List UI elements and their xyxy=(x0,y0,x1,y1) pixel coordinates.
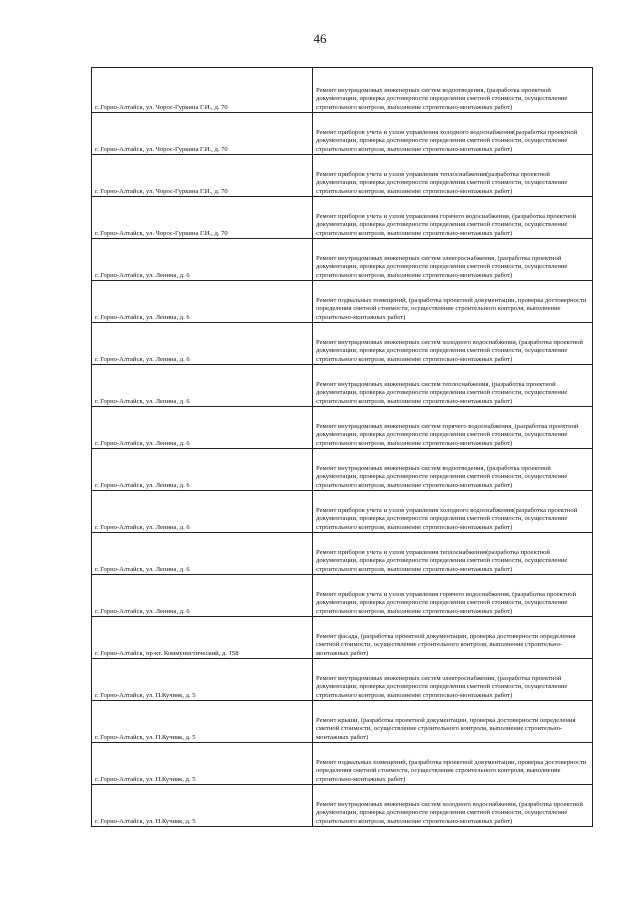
work-description-cell: Ремонт внутридомовых инженерных систем теплоснабжения, (разработка проектной документации, проверка достоверности определения сметной стоимости, осуществление строительного контроля, выполнение строительно-монтажных работ) xyxy=(313,365,593,407)
table-row xyxy=(92,617,593,659)
work-description-cell: Ремонт внутридомовых инженерных систем электроснабжения, (разработка проектной документации, проверка достоверности определения сметной стоимости, осуществление строительного контроля, выполнение строительно-монтажных работ) xyxy=(313,659,593,701)
table-row xyxy=(92,449,593,491)
table-row xyxy=(92,533,593,575)
work-description-cell: Ремонт внутридомовых инженерных систем электроснабжения, (разработка проектной документации, проверка достоверности определения сметной стоимости, осуществление строительного контроля, выполнение строительно-монтажных работ) xyxy=(313,239,593,281)
table-row xyxy=(92,155,593,197)
work-description-cell: Ремонт внутридомовых инженерных систем горячего водоснабжения, (разработка проектной документации, проверка достоверности определения сметной стоимости, осуществление строительного контроля, выполнение строительно-монтажных работ) xyxy=(313,407,593,449)
address-cell: г. Горно-Алтайск, ул. П.Кучияк, д. 5 xyxy=(92,701,313,743)
work-description-cell: Ремонт приборов учета и узлов управления теплоснабжения(разработка проектной документации, проверка достоверности определения сметной стоимости, осуществление строительного контроля, выполнение строительно-монтажных работ) xyxy=(313,155,593,197)
work-description-cell: Ремонт приборов учета и узлов управления теплоснабжения(разработка проектной документации, проверка достоверности определения сметной стоимости, осуществление строительного контроля, выполнение строительно-монтажных работ) xyxy=(313,533,593,575)
work-description-cell: Ремонт внутридомовых инженерных систем холодного водоснабжения, (разработка проектной документации, проверка достоверности определения сметной стоимости, осуществление строительного контроля, выполнение строительно-монтажных работ) xyxy=(313,785,593,827)
address-cell: г. Горно-Алтайск, ул. Ленина, д. 6 xyxy=(92,407,313,449)
work-description-cell: Ремонт крыши, (разработка проектной документации, проверка достоверности определения сметной стоимости, осуществление строительного контроля, выполнение строительно-монтажных работ) xyxy=(313,701,593,743)
table-row xyxy=(92,239,593,281)
address-cell: г. Горно-Алтайск, ул. Ленина, д. 6 xyxy=(92,365,313,407)
works-table xyxy=(91,67,593,827)
work-description-cell: Ремонт фасада, (разработка проектной документации, проверка достоверности определения сметной стоимости, осуществление строительного контроля, выполнение строительно-монтажных работ) xyxy=(313,617,593,659)
table-row xyxy=(92,113,593,155)
address-cell: г. Горно-Алтайск, ул. Чорос-Гуркина Г.И., д. 70 xyxy=(92,155,313,197)
work-description-cell: Ремонт внутридомовых инженерных систем холодного водоснабжения, (разработка проектной документации, проверка достоверности определения сметной стоимости, осуществление строительного контроля, выполнение строительно-монтажных работ) xyxy=(313,323,593,365)
table-row xyxy=(92,491,593,533)
work-description-cell: Ремонт внутридомовых инженерных систем водоотведения, (разработка проектной документации, проверка достоверности определения сметной стоимости, осуществление строительного контроля, выполнение строительно-монтажных работ) xyxy=(313,449,593,491)
address-cell: г. Горно-Алтайск, ул. П.Кучияк, д. 5 xyxy=(92,743,313,785)
table-row xyxy=(92,68,593,113)
address-cell: г. Горно-Алтайск, ул. Чорос-Гуркина Г.И., д. 70 xyxy=(92,113,313,155)
address-cell: г. Горно-Алтайск, ул. Ленина, д. 6 xyxy=(92,575,313,617)
table-row xyxy=(92,785,593,827)
address-cell: г. Горно-Алтайск, ул. Ленина, д. 6 xyxy=(92,239,313,281)
table-row xyxy=(92,281,593,323)
address-cell: г. Горно-Алтайск, пр-кт. Коммунистический, д. 158 xyxy=(92,617,313,659)
work-description-cell: Ремонт приборов учета и узлов управления холодного водоснабжения(разработка проектной документации, проверка достоверности определения сметной стоимости, осуществление строительного контроля, выполнение строительно-монтажных работ) xyxy=(313,113,593,155)
work-description-cell: Ремонт внутридомовых инженерных систем водоотведения, (разработка проектной документации, проверка достоверности определения сметной стоимости, осуществление строительного контроля, выполнение строительно-монтажных работ) xyxy=(313,68,593,113)
address-cell: г. Горно-Алтайск, ул. П.Кучияк, д. 5 xyxy=(92,659,313,701)
table-row xyxy=(92,407,593,449)
table-row xyxy=(92,659,593,701)
work-description-cell: Ремонт приборов учета и узлов управления горячего водоснабжения, (разработка проектной документации, проверка достоверности определения сметной стоимости, осуществление строительного контроля, выполнение строительно-монтажных работ) xyxy=(313,575,593,617)
table-row xyxy=(92,365,593,407)
page-number: 46 xyxy=(313,31,327,46)
address-cell: г. Горно-Алтайск, ул. Чорос-Гуркина Г.И., д. 70 xyxy=(92,68,313,113)
address-cell: г. Горно-Алтайск, ул. Ленина, д. 6 xyxy=(92,281,313,323)
table-row xyxy=(92,197,593,239)
address-cell: г. Горно-Алтайск, ул. Чорос-Гуркина Г.И., д. 70 xyxy=(92,197,313,239)
work-description-cell: Ремонт подвальных помещений, (разработка проектной документации, проверка достоверности определения сметной стоимости, осуществление строительного контроля, выполнение строительно-монтажных работ) xyxy=(313,281,593,323)
address-cell: г. Горно-Алтайск, ул. П.Кучияк, д. 5 xyxy=(92,785,313,827)
work-description-cell: Ремонт приборов учета и узлов управления горячего водоснабжения, (разработка проектной документации, проверка достоверности определения сметной стоимости, осуществление строительного контроля, выполнение строительно-монтажных работ) xyxy=(313,197,593,239)
table-row xyxy=(92,323,593,365)
table-row xyxy=(92,575,593,617)
work-description-cell: Ремонт подвальных помещений, (разработка проектной документации, проверка достоверности определения сметной стоимости, осуществление строительного контроля, выполнение строительно-монтажных работ) xyxy=(313,743,593,785)
address-cell: г. Горно-Алтайск, ул. Ленина, д. 6 xyxy=(92,449,313,491)
address-cell: г. Горно-Алтайск, ул. Ленина, д. 6 xyxy=(92,491,313,533)
address-cell: г. Горно-Алтайск, ул. Ленина, д. 6 xyxy=(92,533,313,575)
work-description-cell: Ремонт приборов учета и узлов управления холодного водоснабжения(разработка проектной документации, проверка достоверности определения сметной стоимости, осуществление строительного контроля, выполнение строительно-монтажных работ) xyxy=(313,491,593,533)
table-row xyxy=(92,743,593,785)
address-cell: г. Горно-Алтайск, ул. Ленина, д. 6 xyxy=(92,323,313,365)
table-row xyxy=(92,701,593,743)
